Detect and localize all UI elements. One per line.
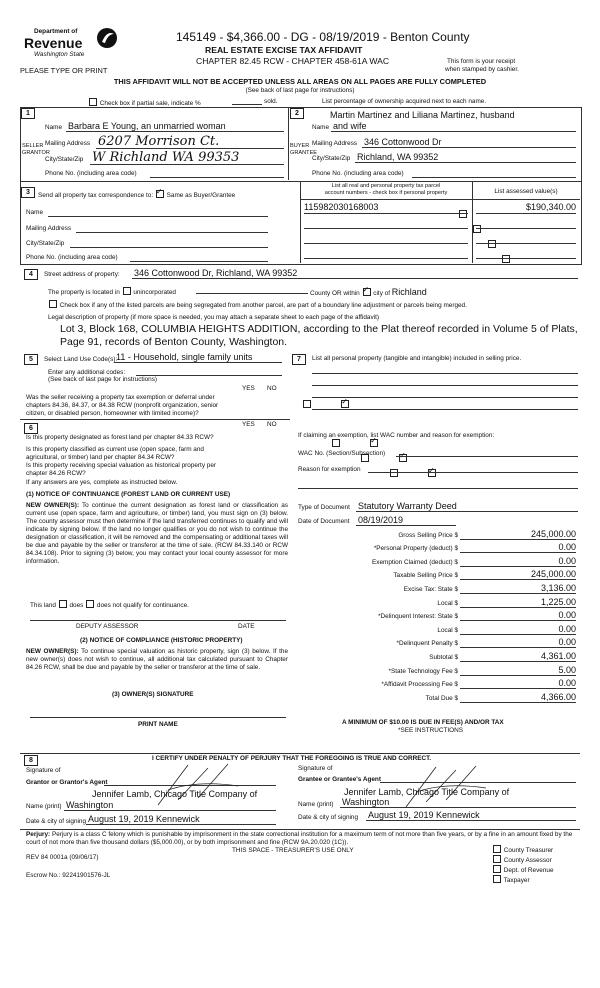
grantor-name-label: Name (print) (26, 803, 62, 810)
grantor-sig-label: Signature of (26, 767, 61, 774)
grantor-date-city[interactable]: August 19, 2019 Kennewick (88, 814, 200, 824)
calc-label: Gross Selling Price $ (398, 531, 458, 539)
calc-value[interactable]: 5.00 (460, 665, 576, 676)
grantee-date-city[interactable]: August 19, 2019 Kennewick (368, 810, 480, 820)
section-6-number: 6 (24, 423, 38, 434)
calc-label: Local $ (437, 599, 458, 607)
buyer-name-2[interactable]: and wife (333, 121, 367, 131)
historic-question: Is this property receiving special valuation as historical property per chapter 84.26 RCW? (26, 462, 217, 477)
perjury-notice: Perjury: Perjury is a class C felony which is punishable by imprisonment in the state correctional institution for a maximum term of not more than five years, or by a fine in an amount fixed by the court of not more than five thousand dollars ($5,000.00), or by both imprisonment and fine (RCW 9A.20.020 (1C)). (26, 831, 573, 846)
forest-yes-checkbox[interactable] (332, 439, 340, 447)
notice-2-body: NEW OWNER(S): To continue special valuation as historic property, sign (3) below. If the new owner(s) does not wish to continue, all additional tax calculated pursuant to Chapter 84.26 RCW, shall be due and payable by the seller or transferor at the time of sale. (26, 648, 288, 671)
does-not-qualify-checkbox[interactable] (86, 600, 94, 608)
calc-row (298, 636, 580, 650)
forest-no-checkbox[interactable] (370, 439, 378, 447)
segregated-note: Check box if any of the listed parcels are being segregated from another parcel, are part of a boundary line adjustment or parcels being merged. (48, 300, 467, 310)
dept-line1: Department of (34, 28, 78, 35)
dist-county-assessor-checkbox[interactable] (493, 855, 501, 863)
please-type: PLEASE TYPE OR PRINT (20, 66, 108, 75)
buyer-mail[interactable]: 346 Cottonwood Dr (364, 137, 442, 147)
calc-value[interactable]: 1,225.00 (460, 597, 576, 608)
calc-row (298, 527, 580, 541)
print-name-label: PRINT NAME (138, 721, 178, 728)
calc-row (298, 595, 580, 609)
parcel-personal-checkbox-3[interactable] (488, 240, 496, 248)
calc-value[interactable]: 0.00 (460, 624, 576, 635)
tax-calculation (298, 527, 580, 704)
notice-1-body: NEW OWNER(S): To continue the current designation as forest land or classification as current use (open space, farm and agriculture, or timber) land, you must sign on (3) below. The county assessor must then determine if the land transferred continues to qualify and will indicate by signing below. If the land no longer qualifies or you do not wish to continue the designation or classification, it will be removed and the compensating or additional taxes will be due and payable by the seller or transferor at the time of sale. (RCW 84.33.140 or RCW 84.34.108). Prior to signing (3) below, you may contact your local county assessor for more information. (26, 502, 288, 565)
calc-label: Local $ (437, 626, 458, 634)
seller-side-label: SELLER GRANTOR (22, 143, 50, 156)
parcel-number[interactable]: 115982030168003 (304, 202, 379, 212)
parcel-personal-checkbox-2[interactable] (473, 225, 481, 233)
buyer-phone-label: Phone No. (including area code) (312, 170, 404, 177)
grantor-state[interactable]: Washington (66, 800, 114, 810)
legal-label: Legal description of property (if more space is needed, you may attach a separate sheet to each page of the affidavit) (48, 314, 379, 321)
buyer-name-1[interactable]: Martin Martinez and Liliana Martinez, husband (330, 110, 515, 120)
buyer-mail-label: Mailing Address (312, 140, 358, 147)
grantee-date-label: Date & city of signing (298, 814, 359, 821)
seller-mail-label: Mailing Address (45, 140, 91, 147)
calc-value[interactable]: 4,361.00 (460, 651, 576, 662)
recording-stamp: 145149 - $4,366.00 - DG - 08/19/2019 - Benton County (176, 30, 470, 44)
seller-phone-label: Phone No. (including area code) (45, 170, 137, 177)
parcel-personal-checkbox-4[interactable] (502, 255, 510, 263)
section-2-number: 2 (290, 108, 304, 119)
calc-row (298, 649, 580, 663)
calc-row (298, 622, 580, 636)
forest-question: Is this property designated as forest land per chapter 84.33 RCW? (26, 434, 214, 441)
ownership-note: List percentage of ownership acquired next to each name. (322, 98, 487, 105)
property-location: The property is located in unincorporated (48, 289, 176, 296)
dist-taxpayer-checkbox[interactable] (493, 875, 501, 883)
land-use-code[interactable]: 11 - Household, single family units (116, 352, 253, 362)
dept-line3: Washington State (34, 51, 85, 58)
section-8-number: 8 (24, 755, 38, 766)
exemption-claim-label: If claiming an exemption, list WAC number and reason for exemption: (298, 432, 495, 439)
land-qualify: This land does does not qualify for continuance. (30, 602, 189, 609)
partial-sale-checkbox[interactable] (89, 98, 97, 106)
section-3-number: 3 (21, 187, 35, 198)
current-use-question: Is this property classified as current use (open space, farm and agricultural, or timber) land per chapter 84.34 RCW? (26, 446, 204, 461)
seller-city-label: City/State/Zip (45, 156, 84, 163)
section-4-number: 4 (24, 269, 38, 280)
seller-mail[interactable]: 6207 Morrison Ct. (98, 134, 220, 149)
corr-phone-label: Phone No. (including area code) (26, 254, 118, 261)
calc-label: *State Technology Fee $ (388, 667, 458, 675)
exemption-no-checkbox[interactable] (341, 400, 349, 408)
calc-label: Taxable Selling Price $ (393, 572, 458, 580)
assessed-header: List assessed value(s) (494, 188, 558, 195)
dor-swirl-icon (94, 26, 120, 50)
dist-county-treasurer-checkbox[interactable] (493, 845, 501, 853)
exemption-yes-checkbox[interactable] (303, 400, 311, 408)
historic-yes-checkbox[interactable] (390, 469, 398, 477)
calc-label: Excise Tax: State $ (403, 585, 458, 593)
notice-2-title: (2) NOTICE OF COMPLIANCE (HISTORIC PROPERTY) (80, 637, 243, 644)
corr-name-label: Name (26, 209, 44, 216)
unincorporated-checkbox[interactable] (123, 287, 131, 295)
partial-sale: Check box if partial sale, indicate % (88, 98, 201, 108)
receipt-note-1: This form is your receipt (447, 58, 516, 65)
seller-city[interactable]: W Richland WA 99353 (92, 150, 240, 165)
dept-line2: Revenue (24, 35, 83, 51)
personal-property-label: List all personal property (tangible and intangible) included in selling price. (312, 355, 522, 362)
grantor-date-label: Date & city of signing (26, 818, 87, 825)
additional-codes: Enter any additional codes: (48, 369, 126, 376)
minimum-due: A MINIMUM OF $10.00 IS DUE IN FEE(S) AND/OR TAX (342, 719, 504, 726)
dor-logo (20, 26, 125, 66)
calc-label: Exemption Claimed (deduct) $ (372, 558, 458, 566)
form-title: REAL ESTATE EXCISE TAX AFFIDAVIT (205, 45, 363, 55)
calc-row (298, 677, 580, 691)
grantee-agent-label: Grantee or Grantee's Agent (298, 776, 381, 783)
calc-row (298, 663, 580, 677)
s6-yes: YES (242, 421, 255, 428)
calc-value[interactable]: 0.00 (460, 678, 576, 689)
sold-label: sold. (264, 98, 278, 105)
wac-label: WAC No. (Section/Subsection) (298, 450, 386, 457)
city-checkbox[interactable] (363, 288, 371, 296)
grantor-signature[interactable] (148, 760, 248, 810)
doc-type-label: Type of Document (298, 504, 350, 511)
form-revision: REV 84 0001a (09/06/17) (26, 854, 99, 861)
s5-yes: YES (242, 385, 255, 392)
deputy-assessor: DEPUTY ASSESSOR (76, 623, 139, 630)
receipt-note-2: when stamped by cashier. (445, 66, 519, 73)
send-correspondence: Send all property tax correspondence to: ✓ Same as Buyer/Grantee (38, 190, 235, 200)
distribution-list: County Treasurer County Assessor Dept. of Revenue Taxpayer (492, 845, 554, 885)
seller-name[interactable]: Barbara E Young, an unmarried woman (68, 121, 226, 131)
calc-value[interactable]: 4,366.00 (460, 692, 576, 703)
notice-1-title: (1) NOTICE OF CONTINUANCE (FOREST LAND OR CURRENT USE) (26, 491, 231, 498)
calc-row (298, 690, 580, 704)
owner-signature-label: (3) OWNER(S) SIGNATURE (112, 691, 194, 698)
calc-value[interactable]: 0.00 (460, 610, 576, 621)
parties-divider (288, 107, 289, 180)
exemption-question: Was the seller receiving a property tax exemption or deferral under chapters 84.36, 84.37, or 84.38 RCW (nonprofit organization, senior citizen, or disabled person, homeowner with limited income)? (26, 394, 219, 417)
legal-description[interactable]: Lot 3, Block 168, COLUMBIA HEIGHTS ADDITION, according to the Plat thereof recorded in Volume 5 of Plats, Page 91, records of Benton County, Washington. (60, 323, 578, 348)
calc-value[interactable]: 0.00 (460, 542, 576, 553)
calc-label: *Delinquent Penalty $ (396, 640, 458, 648)
calc-value[interactable]: 0.00 (460, 556, 576, 567)
certify-statement: I CERTIFY UNDER PENALTY OF PERJURY THAT THE FOREGOING IS TRUE AND CORRECT. (152, 755, 432, 762)
buyer-side-label: BUYER GRANTEE (290, 143, 318, 156)
same-as-buyer-checkbox[interactable] (156, 190, 164, 198)
calc-row (298, 554, 580, 568)
calc-value[interactable]: 245,000.00 (460, 569, 576, 580)
dist-dept-revenue-checkbox[interactable] (493, 865, 501, 873)
calc-row (298, 568, 580, 582)
section-1-number: 1 (21, 108, 35, 119)
grantee-name[interactable]: Jennifer Lamb, Chicago Title Company of (344, 787, 510, 797)
see-back-instructions: (See back of last page for instructions) (245, 87, 355, 94)
land-use-see-back: (See back of last page for instructions) (48, 376, 158, 383)
grantee-name-label: Name (print) (298, 801, 334, 808)
land-use-label: Select Land Use Code(s): (44, 356, 118, 363)
segregated-checkbox[interactable] (49, 300, 57, 308)
grantor-name[interactable]: Jennifer Lamb, Chicago Title Company of (92, 789, 258, 799)
escrow-number: Escrow No.: 92241901576-JL (26, 872, 111, 879)
seller-name-label: Name (45, 124, 63, 131)
grantee-sig-label: Signature of (298, 765, 333, 772)
parcel-personal-checkbox-1[interactable] (459, 210, 467, 218)
historic-no-checkbox[interactable] (428, 469, 436, 477)
reason-label: Reason for exemption (298, 466, 361, 473)
s5-no: NO (267, 385, 277, 392)
doc-date[interactable]: 08/19/2019 (358, 515, 404, 525)
street-label: Street address of property: (44, 271, 120, 278)
qualifies-checkbox[interactable] (59, 600, 67, 608)
calc-label: *Affidavit Processing Fee $ (381, 681, 458, 689)
partial-percent-line (232, 104, 262, 105)
calc-value[interactable]: 245,000.00 (460, 529, 576, 540)
county-or-within: County OR within ✓ city of Richland (310, 287, 427, 298)
street-address[interactable]: 346 Cottonwood Dr, Richland, WA 99352 (134, 268, 298, 278)
corr-city-label: City/State/Zip (26, 240, 65, 247)
deputy-date: DATE (238, 623, 255, 630)
see-instructions: *SEE INSTRUCTIONS (398, 727, 463, 734)
buyer-name-label: Name (312, 124, 330, 131)
parcel-header-2: account numbers - check box if personal property (324, 190, 448, 196)
if-yes-note: If any answers are yes, complete as instructed below. (26, 479, 178, 486)
form-chapter: CHAPTER 82.45 RCW - CHAPTER 458-61A WAC (196, 56, 390, 66)
calc-row (298, 581, 580, 595)
buyer-city-label: City/State/Zip (312, 155, 351, 162)
calc-label: *Personal Property (deduct) $ (373, 545, 458, 553)
calc-label: Subtotal $ (429, 653, 458, 661)
grantee-state[interactable]: Washington (342, 797, 390, 807)
doc-type[interactable]: Statutory Warranty Deed (358, 501, 457, 511)
buyer-city[interactable]: Richland, WA 99352 (357, 152, 439, 162)
section-7-number: 7 (292, 354, 306, 365)
treasurer-use: THIS SPACE - TREASURER'S USE ONLY (232, 847, 354, 854)
s6-no: NO (267, 421, 277, 428)
calc-row (298, 609, 580, 623)
calc-row (298, 541, 580, 555)
doc-date-label: Date of Document (298, 518, 350, 525)
corr-mail-label: Mailing Address (26, 225, 72, 232)
parcel-header-1: List all real and personal property tax parcel (331, 183, 441, 189)
assessed-value[interactable]: $190,340.00 (525, 202, 576, 212)
completion-warning: THIS AFFIDAVIT WILL NOT BE ACCEPTED UNLESS ALL AREAS ON ALL PAGES ARE FULLY COMPLETED (113, 77, 487, 86)
calc-value[interactable]: 3,136.00 (460, 583, 576, 594)
grantor-agent-label: Grantor or Grantor's Agent (26, 779, 108, 786)
property-city[interactable]: Richland (391, 287, 427, 297)
section-5-number: 5 (24, 354, 38, 365)
calc-label: Total Due $ (425, 694, 458, 702)
calc-value[interactable]: 0.00 (460, 637, 576, 648)
calc-label: *Delinquent Interest: State $ (378, 613, 458, 621)
